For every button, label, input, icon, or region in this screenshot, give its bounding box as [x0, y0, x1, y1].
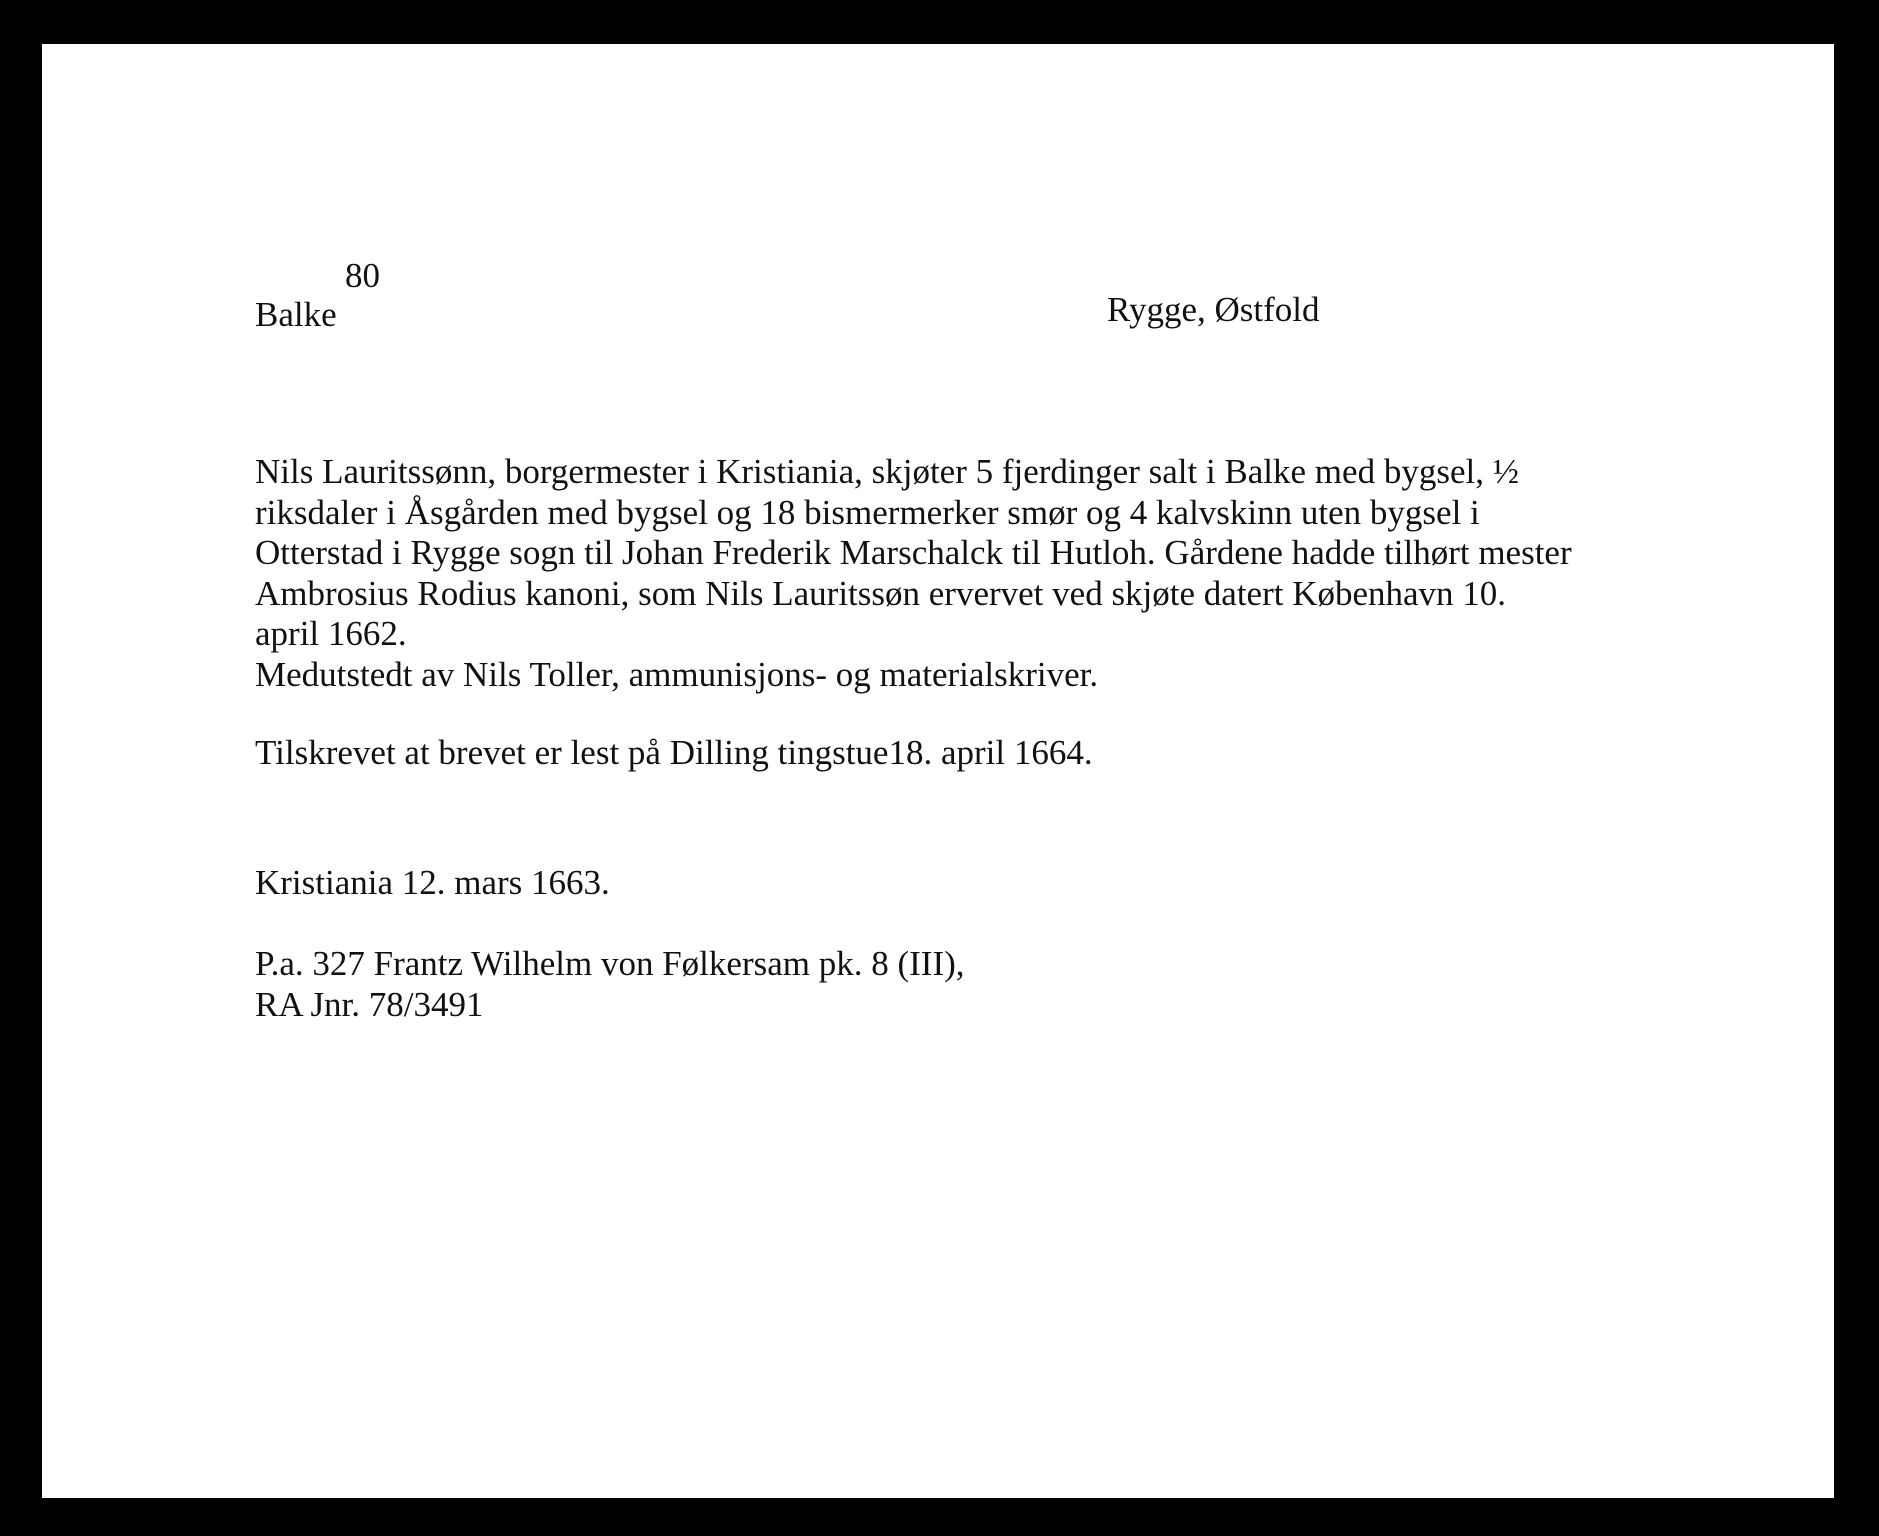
description-line: april 1662.	[255, 614, 407, 654]
archive-reference	[255, 944, 965, 1025]
description-line: riksdaler i Åsgården med bygsel og 18 bismermerker smør og 4 kalvskinn uten bygsel i	[255, 492, 1480, 532]
place-name: Balke	[255, 295, 337, 334]
description-line: Ambrosius Rodius kanoni, som Nils Lauritssøn ervervet ved skjøte datert København 10.	[255, 573, 1507, 613]
reading-note: Tilskrevet at brevet er lest på Dilling tingstue18. april 1664.	[255, 733, 1093, 772]
description-line: Medutstedt av Nils Toller, ammunisjons- og materialskriver.	[255, 654, 1099, 694]
region-name: Rygge, Østfold	[1107, 290, 1320, 329]
description-line: Nils Lauritssønn, borgermester i Kristiania, skjøter 5 fjerdinger salt i Balke med bygsel, ½	[255, 452, 1519, 491]
reference-line: P.a. 327 Frantz Wilhelm von Følkersam pk. 8 (III),	[255, 944, 965, 983]
description-paragraph	[255, 452, 1572, 696]
description-line: Otterstad i Rygge sogn til Johan Frederik Marschalck til Hutloh. Gårdene hadde tilhørt mester	[255, 533, 1572, 573]
card-number: 80	[345, 256, 380, 295]
document-date: Kristiania 12. mars 1663.	[255, 863, 610, 902]
index-card	[42, 44, 1834, 1498]
reference-line: RA Jnr. 78/3491	[255, 984, 484, 1024]
